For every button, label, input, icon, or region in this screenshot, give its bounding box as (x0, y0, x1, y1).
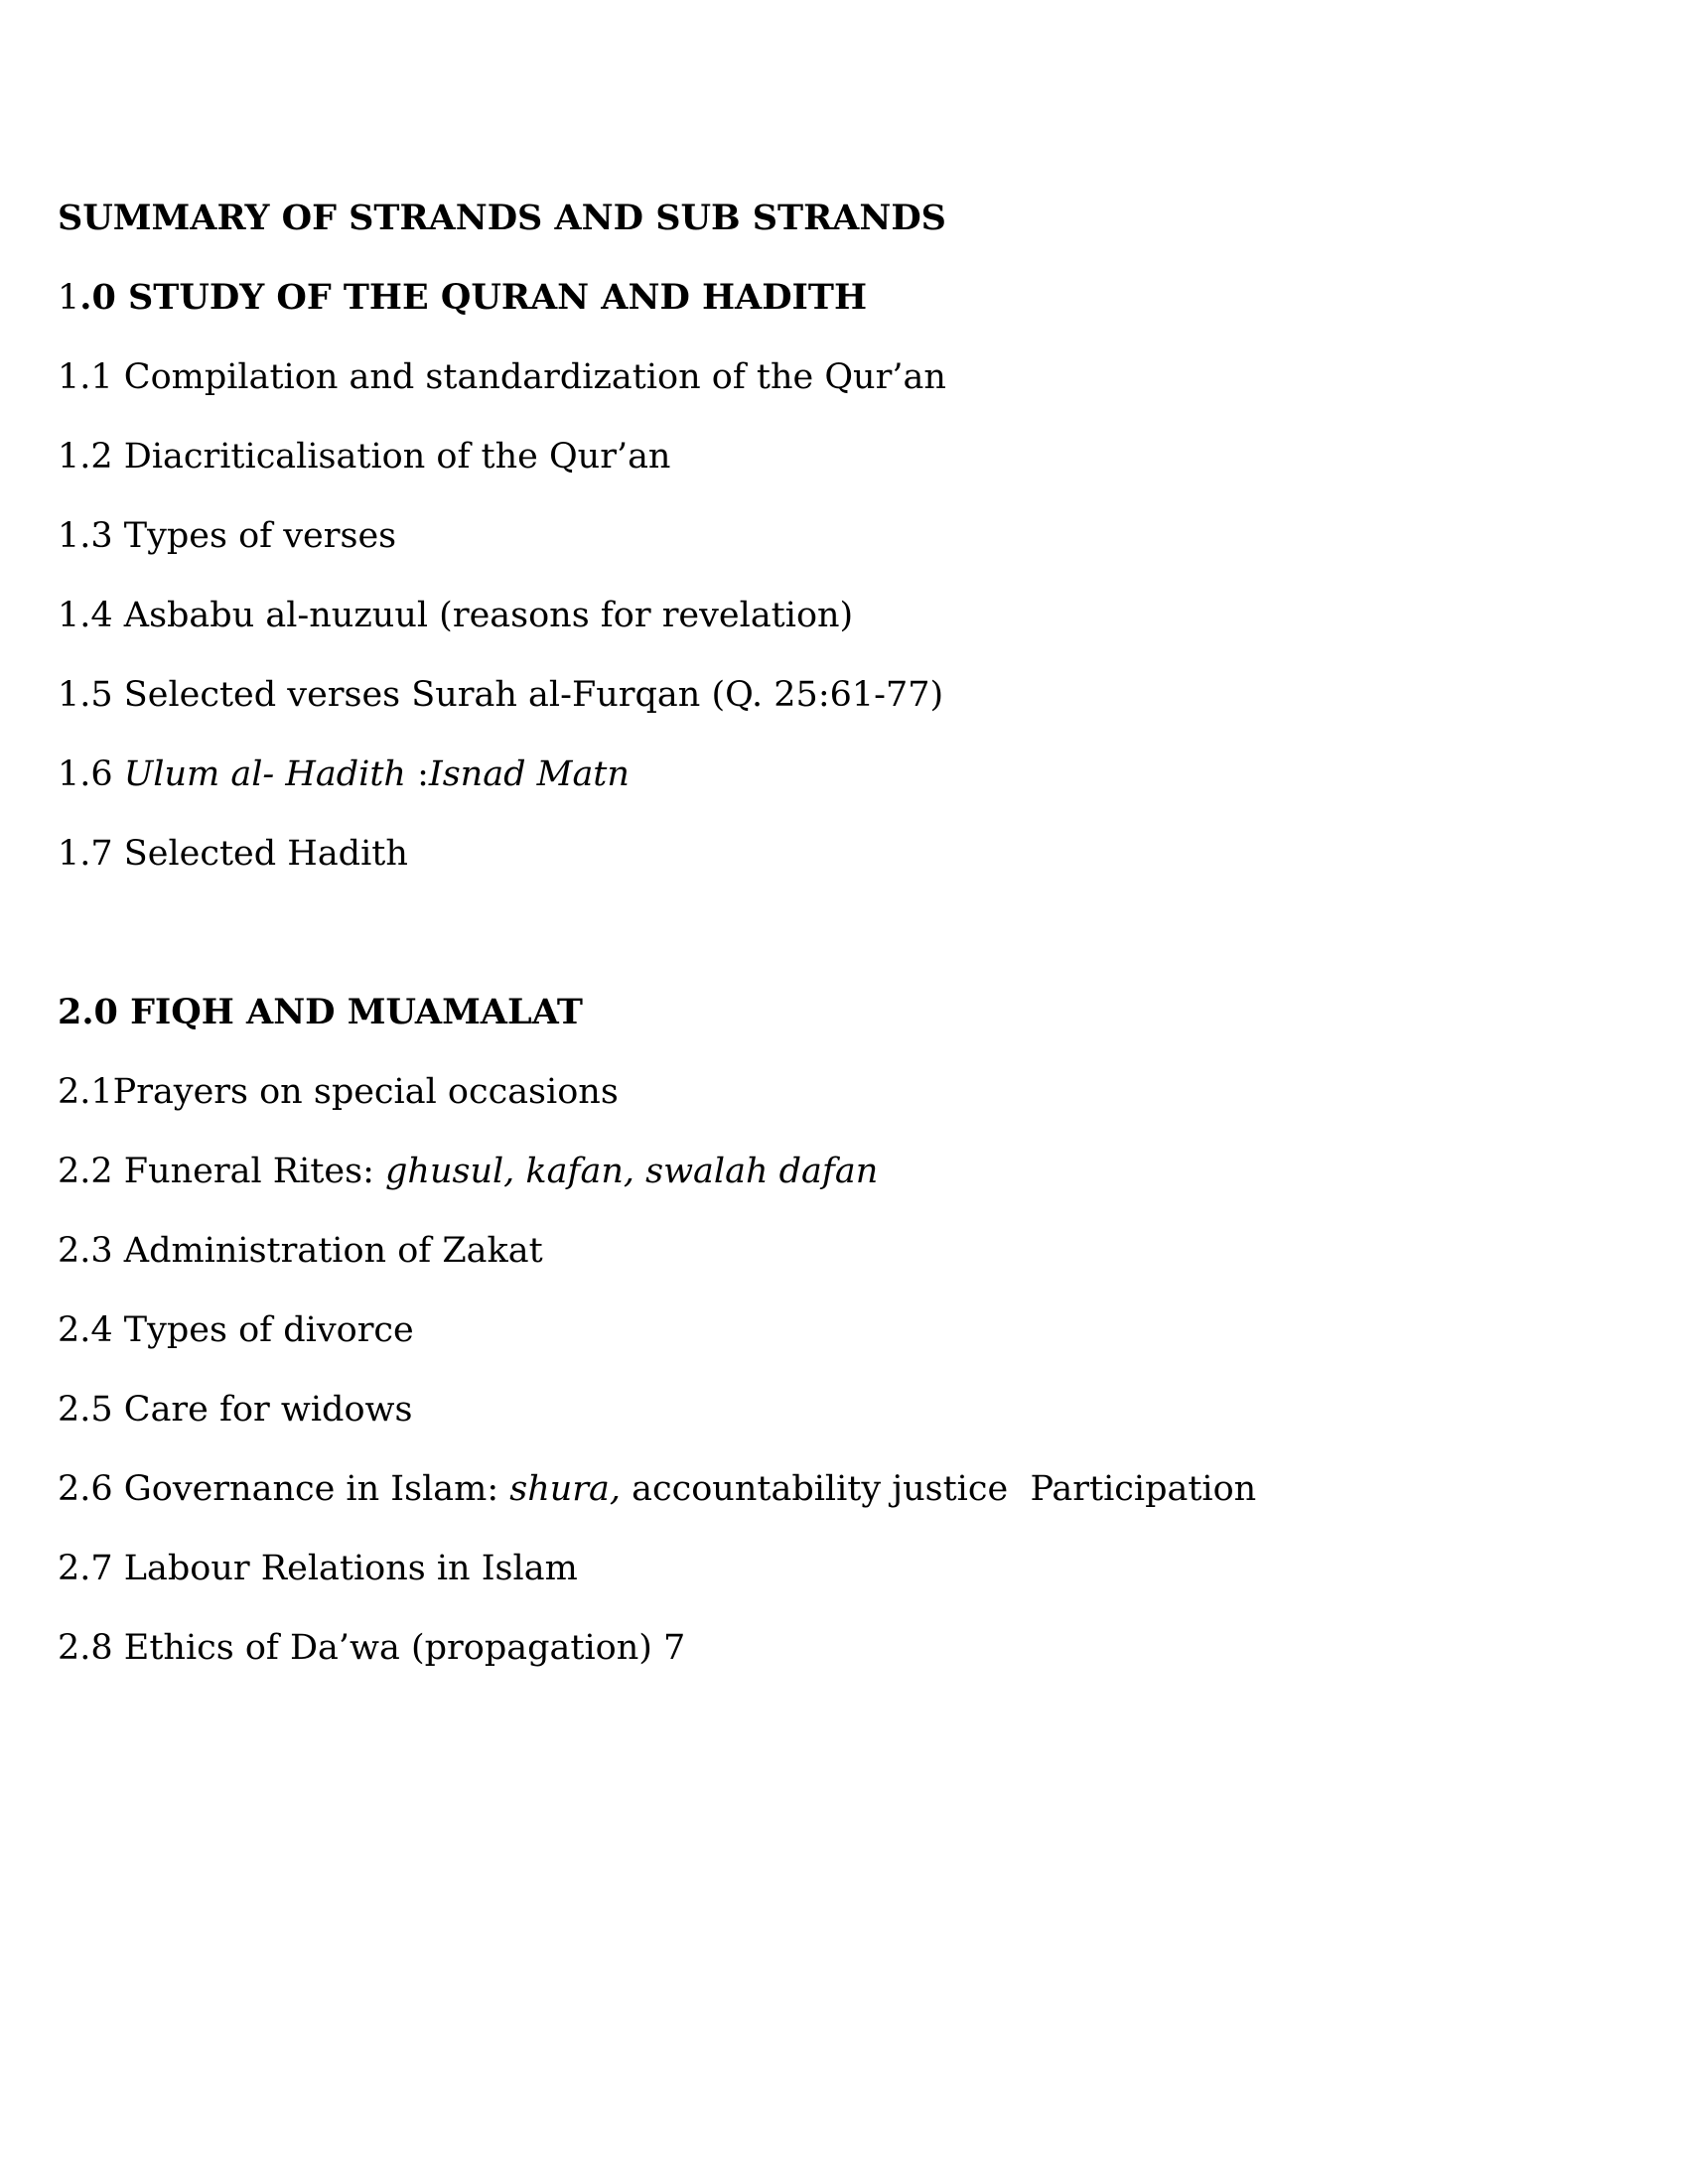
sub-strand-1-6-ulum: Ulum al- Hadith (123, 754, 406, 794)
sub-strand-2-2-prefix: 2.2 Funeral Rites: (58, 1152, 385, 1191)
strand-1-heading-number: 1 (58, 278, 80, 318)
sub-strand-2-4: 2.4 Types of divorce (58, 1310, 414, 1350)
sub-strand-1-6-isnad: Isnad Matn (428, 754, 630, 794)
sub-strand-1-3: 1.3 Types of verses (58, 516, 397, 556)
sub-strand-2-8: 2.8 Ethics of Da’wa (propagation) 7 (58, 1628, 686, 1668)
strand-1-heading-text: .0 STUDY OF THE QURAN AND HADITH (79, 277, 868, 318)
sub-strand-2-2 (58, 1150, 878, 1193)
sub-strand-2-7: 2.7 Labour Relations in Islam (58, 1549, 578, 1588)
sub-strand-2-5: 2.5 Care for widows (58, 1390, 413, 1430)
sub-strand-1-1: 1.1 Compilation and standardization of the Qur’an (58, 357, 946, 397)
sub-strand-1-5: 1.5 Selected verses Surah al-Furqan (Q. 25:61-77) (58, 675, 944, 715)
sub-strand-1-2: 1.2 Diacriticalisation of the Qur’an (58, 437, 671, 477)
sub-strand-1-7: 1.7 Selected Hadith (58, 834, 408, 874)
sub-strand-2-1: 2.1Prayers on special occasions (58, 1072, 619, 1112)
sub-strand-1-6-number: 1.6 (58, 754, 124, 794)
sub-strand-2-6-prefix: 2.6 Governance in Islam: (58, 1469, 510, 1509)
strand-1-heading (58, 276, 867, 320)
sub-strand-1-4: 1.4 Asbabu al-nuzuul (reasons for revelation) (58, 596, 854, 635)
sub-strand-2-2-rites: ghusul, kafan, swalah dafan (385, 1152, 879, 1191)
strand-2-heading: 2.0 FIQH AND MUAMALAT (58, 992, 583, 1032)
sub-strand-1-6-separator: : (405, 754, 429, 794)
summary-title: SUMMARY OF STRANDS AND SUB STRANDS (58, 198, 946, 238)
sub-strand-2-6-suffix: accountability justice Participation (621, 1469, 1257, 1509)
sub-strand-1-6 (58, 752, 630, 796)
sub-strand-2-6 (58, 1467, 1256, 1511)
sub-strand-2-6-shura: shura, (509, 1469, 622, 1509)
sub-strand-2-3: 2.3 Administration of Zakat (58, 1231, 543, 1271)
